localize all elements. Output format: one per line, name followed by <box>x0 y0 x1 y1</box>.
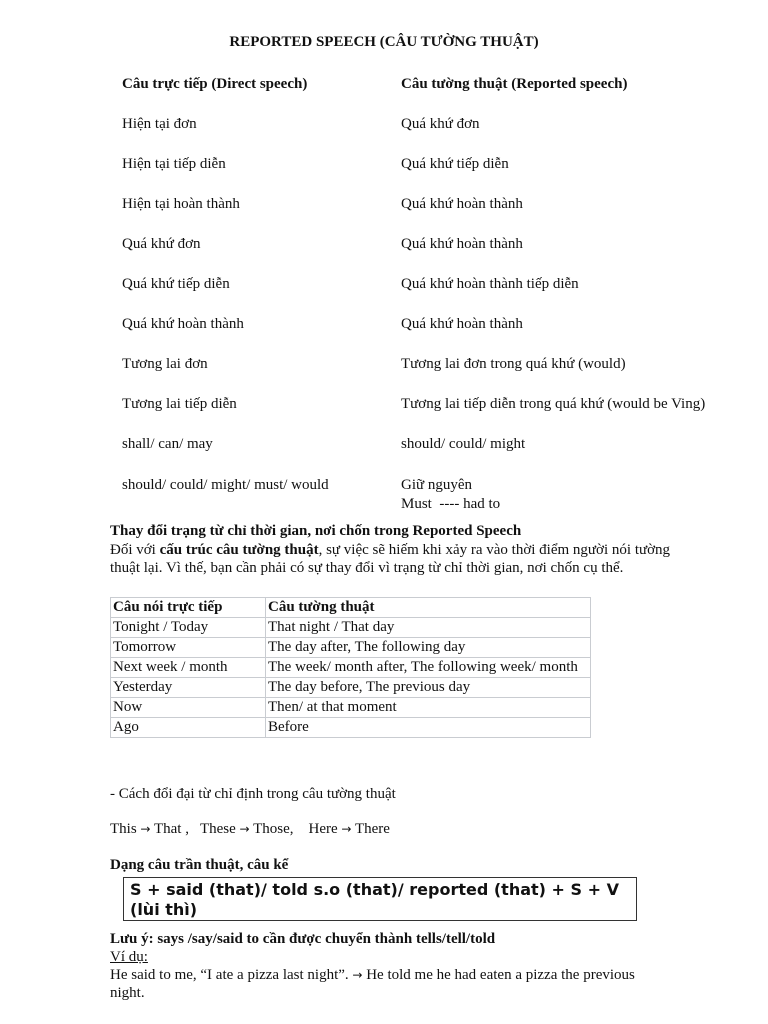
tense-reported: Quá khứ hoàn thành tiếp diễn <box>401 276 579 292</box>
adverb-reported: Then/ at that moment <box>266 698 591 718</box>
intro-bold: cấu trúc câu tường thuật <box>159 542 319 558</box>
table-row <box>111 678 591 698</box>
tense-reported: Quá khứ tiếp diễn <box>401 156 509 172</box>
tense-col2-header: Câu tường thuật (Reported speech) <box>401 76 628 92</box>
tense-direct: Hiện tại đơn <box>122 116 197 132</box>
table-row <box>111 638 591 658</box>
adverb-direct: Next week / month <box>111 658 266 678</box>
table-row <box>111 658 591 678</box>
document-title: REPORTED SPEECH (CÂU TƯỜNG THUẬT) <box>229 34 539 50</box>
arrow-icon: → <box>352 968 363 982</box>
adverb-reported: Before <box>266 718 591 738</box>
adverb-direct: Tonight / Today <box>111 618 266 638</box>
word-here: Here <box>308 821 338 837</box>
tense-reported: Tương lai tiếp diễn trong quá khứ (would be Ving) <box>401 396 706 412</box>
intro-prefix: Đối với <box>110 542 160 558</box>
tense-reported-note: Must ---- had to <box>401 496 501 512</box>
tense-row <box>122 476 762 514</box>
tense-row <box>122 355 762 374</box>
adverb-section-heading: Thay đổi trạng từ chỉ thời gian, nơi chốn trong Reported Speech <box>110 523 522 539</box>
adverb-col1-header: Câu nói trực tiếp <box>111 598 266 618</box>
adverb-reported: The week/ month after, The following week/ month <box>266 658 591 678</box>
table-row <box>111 698 591 718</box>
word-there: There <box>354 821 390 837</box>
adverb-direct: Now <box>111 698 266 718</box>
example-label-text: Ví dụ: <box>110 949 148 965</box>
adverb-section-intro <box>110 541 700 577</box>
example-prefix: He said to me, “I ate a pizza last night”. <box>110 967 349 983</box>
word-that: That , <box>153 821 189 837</box>
tense-row <box>122 115 762 134</box>
adverb-col2-header: Câu tường thuật <box>266 598 591 618</box>
tense-direct: should/ could/ might/ must/ would <box>122 477 329 493</box>
table-row <box>111 618 591 638</box>
tense-direct: Hiện tại tiếp diễn <box>122 156 226 172</box>
word-those: Those, <box>253 821 294 837</box>
tense-table-header <box>122 75 762 94</box>
statement-heading: Dạng câu trần thuật, câu kể <box>110 857 289 873</box>
tense-direct: Tương lai tiếp diễn <box>122 396 237 412</box>
example-label <box>110 948 700 966</box>
tense-direct: shall/ can/ may <box>122 436 213 452</box>
tense-row <box>122 195 762 214</box>
adverb-table-header <box>111 598 591 618</box>
arrow-icon: → <box>341 822 352 836</box>
example-suffix: He told me he had eaten a pizza the previous night. <box>110 967 635 1001</box>
tense-row <box>122 395 762 414</box>
table-row <box>111 718 591 738</box>
tense-reported: Tương lai đơn trong quá khứ (would) <box>401 356 626 372</box>
word-this: This <box>110 821 137 837</box>
adverb-reported: The day before, The previous day <box>266 678 591 698</box>
demonstratives-line <box>110 820 700 838</box>
tense-reported-line: Giữ nguyên <box>401 477 473 493</box>
adverb-direct: Tomorrow <box>111 638 266 658</box>
tense-direct: Quá khứ hoàn thành <box>122 316 244 332</box>
tense-row <box>122 155 762 174</box>
tense-reported: Quá khứ hoàn thành <box>401 316 523 332</box>
tense-reported: should/ could/ might <box>401 436 526 452</box>
adverb-reported: That night / That day <box>266 618 591 638</box>
tense-direct: Tương lai đơn <box>122 356 208 372</box>
tense-col1-header: Câu trực tiếp (Direct speech) <box>122 76 308 92</box>
adverb-direct: Ago <box>111 718 266 738</box>
intro-suffix: , sự việc sẽ hiếm khi xảy ra vào thời điểm người nói tường thuật lại. Vì thế, bạn cần phải có sự thay đổi vì trạng từ chỉ thời gian, nơi chốn cụ thể. <box>110 542 671 576</box>
note-heading: Lưu ý: says /say/said to cần được chuyển thành tells/tell/told <box>110 931 496 947</box>
example-sentence <box>110 966 670 1002</box>
tense-reported: Quá khứ hoàn thành <box>401 196 523 212</box>
tense-direct: Hiện tại hoàn thành <box>122 196 240 212</box>
formula-box: S + said (that)/ told s.o (that)/ reported (that) + S + V (lùi thì) <box>123 877 637 921</box>
adverb-direct: Yesterday <box>111 678 266 698</box>
arrow-icon: → <box>140 822 151 836</box>
word-these: These <box>199 821 236 837</box>
tense-reported <box>401 476 762 514</box>
adverb-reported: The day after, The following day <box>266 638 591 658</box>
demonstratives-heading: - Cách đổi đại từ chỉ định trong câu tường thuật <box>110 786 396 802</box>
tense-direct: Quá khứ đơn <box>122 236 201 252</box>
tense-reported: Quá khứ đơn <box>401 116 480 132</box>
tense-row <box>122 275 762 294</box>
adverb-table <box>110 597 591 738</box>
tense-row <box>122 315 762 334</box>
arrow-icon: → <box>239 822 250 836</box>
tense-row <box>122 235 762 254</box>
tense-direct: Quá khứ tiếp diễn <box>122 276 230 292</box>
tense-row <box>122 435 762 454</box>
tense-reported: Quá khứ hoàn thành <box>401 236 523 252</box>
